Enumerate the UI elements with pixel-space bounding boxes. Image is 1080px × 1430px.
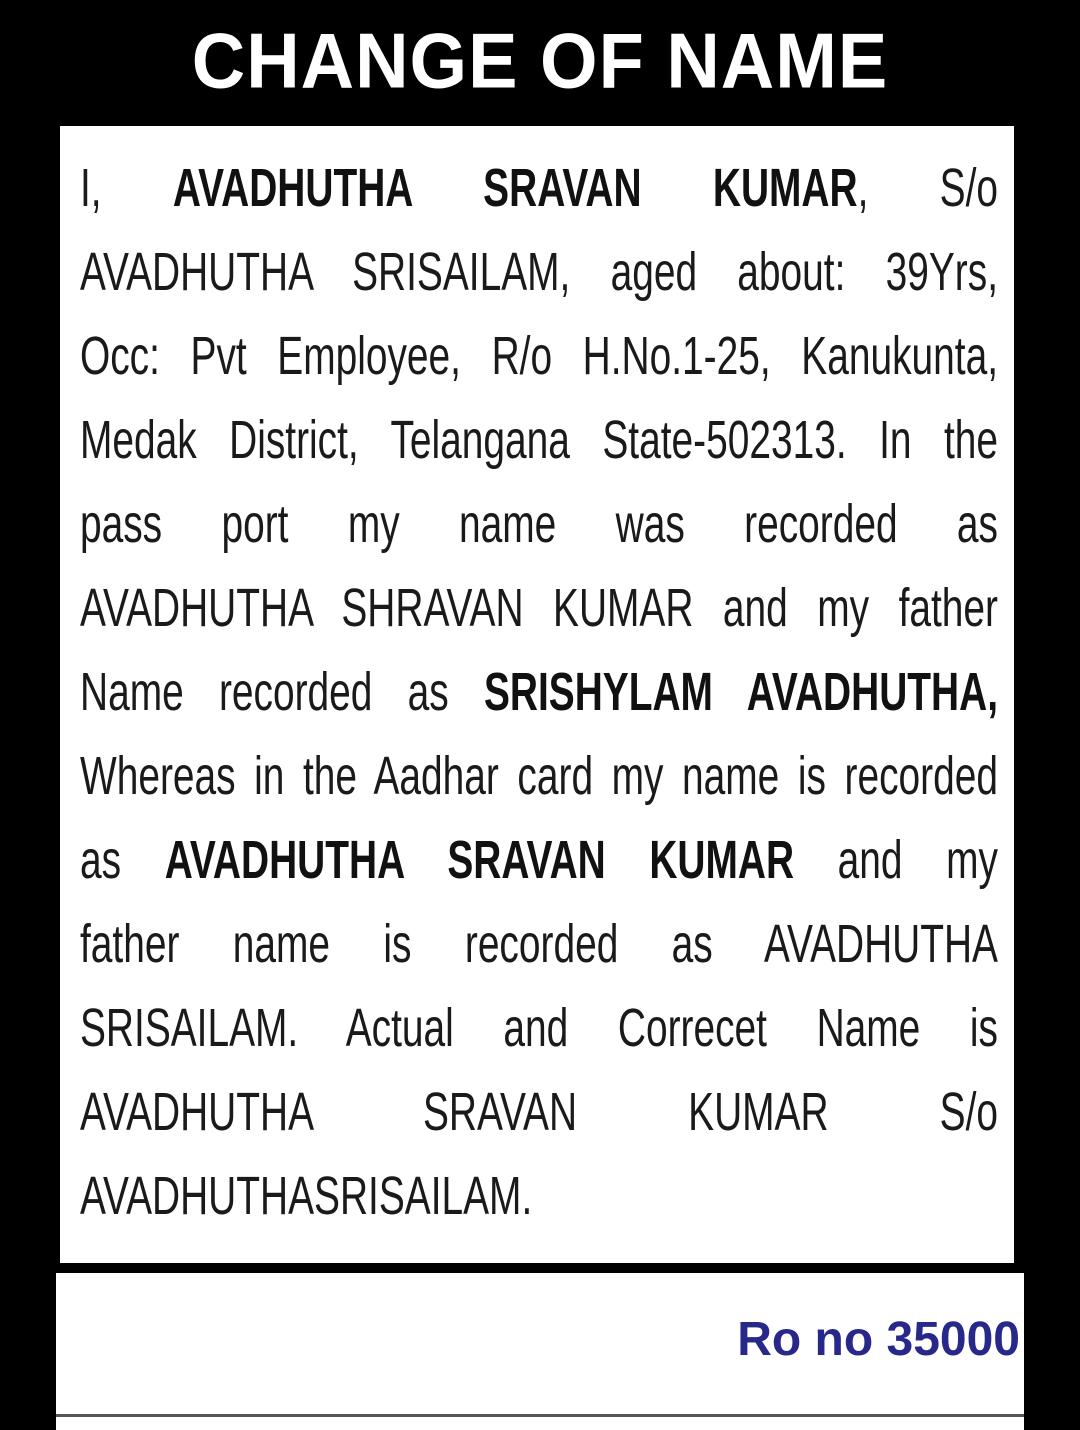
notice-line (80, 818, 998, 902)
page (56, 0, 1024, 1430)
notice-line (80, 902, 998, 986)
notice-line (80, 650, 998, 734)
ro-number: Ro no 35000 (737, 1313, 1020, 1366)
notice-text: SRISAILAM. Actual and Correcet Name is (80, 998, 998, 1058)
bold-name-text: AVADHUTHA SRAVAN KUMAR (164, 830, 795, 890)
notice-text: Occ: Pvt Employee, R/o H.No.1-25, Kanukunta, (80, 326, 998, 386)
notice-line (80, 566, 998, 650)
notice-text: Whereas in the Aadhar card my name is recorded (80, 746, 998, 806)
notice-text: AVADHUTHA SRAVAN KUMAR S/o (80, 1082, 998, 1142)
notice-line (80, 734, 998, 818)
notice-line (80, 1070, 998, 1154)
notice-text: and my (794, 830, 998, 890)
notice-line (80, 1154, 998, 1238)
notice-text: I, (80, 158, 173, 218)
notice-text: AVADHUTHA SRISAILAM, aged about: 39Yrs, (80, 242, 998, 302)
notice-text: , S/o (857, 158, 998, 218)
notice-text: Medak District, Telangana State-502313. In the (80, 410, 998, 470)
notice-line (80, 230, 998, 314)
notice-line (80, 314, 998, 398)
notice-line (80, 482, 998, 566)
notice-text: father name is recorded as AVADHUTHA (80, 914, 998, 974)
notice-text: Name recorded as (80, 662, 484, 722)
divider (56, 1414, 1024, 1417)
notice-text: AVADHUTHA SHRAVAN KUMAR and my father (80, 578, 998, 638)
page-title: CHANGE OF NAME (191, 16, 889, 104)
notice-line (80, 986, 998, 1070)
notice-text: pass port my name was recorded as (80, 494, 998, 554)
notice-text: AVADHUTHASRISAILAM. (80, 1166, 533, 1226)
notice-line (80, 146, 998, 230)
notice-box (56, 126, 1024, 1273)
bold-name-text: SRISHYLAM AVADHUTHA, (483, 662, 998, 722)
notice-line (80, 398, 998, 482)
header-banner (56, 0, 1024, 126)
bold-name-text: AVADHUTHA SRAVAN KUMAR (172, 158, 858, 218)
notice-text: as (80, 830, 165, 890)
